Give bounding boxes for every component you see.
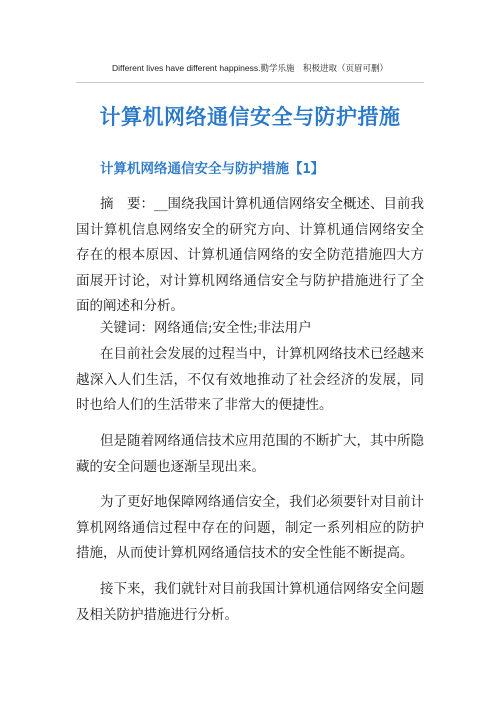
section-subheading: 计算机网络通信安全与防护措施【1】 (100, 161, 325, 177)
body-paragraph: 在目前社会发展的过程当中，计算机网络技术已经越来越深入人们生活，不仅有效地推动了社会经济的发展，同时也给人们的生活带来了非常大的便捷性。 (76, 346, 424, 413)
abstract-paragraph: 摘 要：__围绕我国计算机通信网络安全概述、目前我国计算机信息网络安全的研究方向、计算机通信网络安全存在的根本原因、计算机通信网络的安全防范措施四大方面展开讨论，对计算机网络通信安全与防护措施进行了全面的阐述和分析。 (76, 196, 424, 314)
keywords-paragraph: 关键词：网络通信;安全性;非法用户 (100, 320, 312, 336)
body-paragraph: 接下来，我们就针对目前我国计算机通信网络安全问题及相关防护措施进行分析。 (76, 581, 424, 623)
page-header (0, 62, 500, 74)
header-chinese-text: 勤学乐施 积极进取（页眉可删） (260, 64, 389, 74)
body-paragraph: 为了更好地保障网络通信安全，我们必须要针对目前计算机网络通信过程中存在的问题，制定一系列相应的防护措施，从而使计算机网络通信技术的安全性能不断提高。 (76, 494, 424, 561)
document-title: 计算机网络通信安全与防护措施 (99, 105, 401, 129)
header-english-text: Different lives have different happiness. (111, 63, 261, 73)
header-divider (76, 82, 424, 83)
body-paragraph: 但是随着网络通信技术应用范围的不断扩大，其中所隐藏的安全问题也逐渐呈现出来。 (76, 433, 424, 475)
